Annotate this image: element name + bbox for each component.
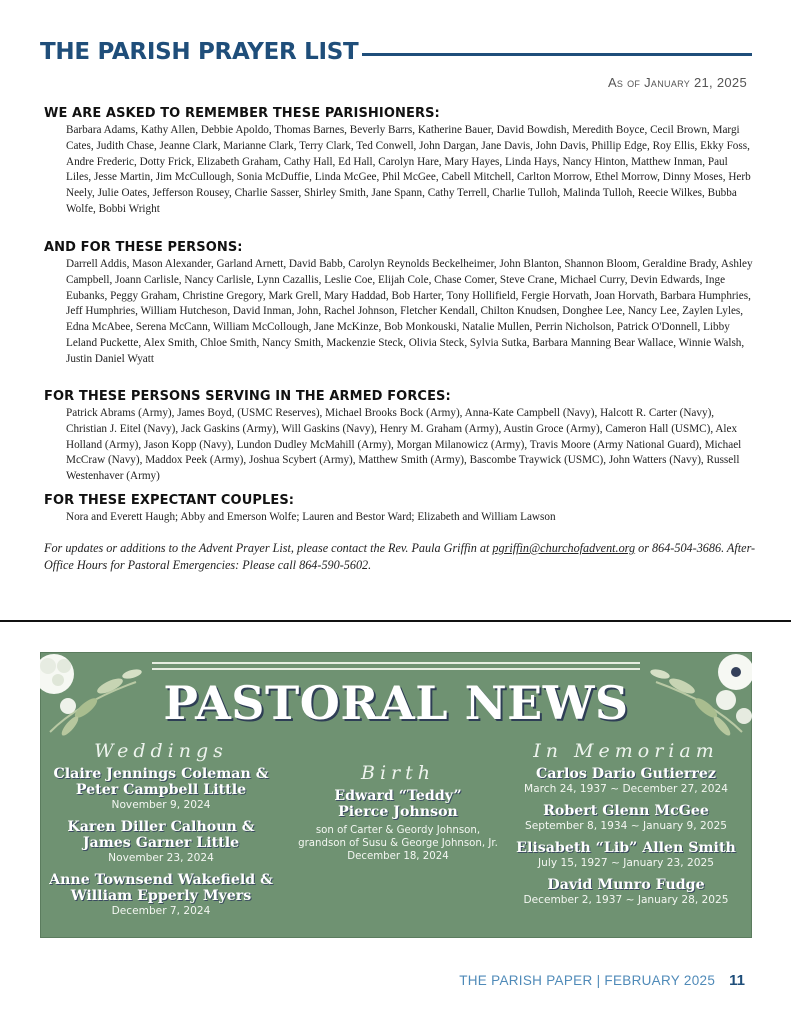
memoriam-dates: September 8, 1934 ~ January 9, 2025: [525, 820, 727, 832]
weddings-column: [40, 740, 282, 925]
pastoral-news-panel: [40, 652, 752, 938]
memoriam-entry: [508, 803, 744, 832]
contact-text: For updates or additions to the Advent Prayer List, please contact the Rev. Paula Griffin at: [44, 541, 493, 555]
wedding-couple-line1: Karen Diller Calhoun &: [67, 819, 255, 835]
wedding-couple-line2: James Garner Little: [82, 835, 240, 851]
section-names: Darrell Addis, Mason Alexander, Garland Arnett, David Babb, Carolyn Reynolds Beckelheimer, John Blanton, Shannon Bloom, Geraldine Brady, Ashley Campbell, Joann Carlisle, Nancy Carlisle, Lynn Cazallis, Leslie Coe, Elijah Cole, Chase Comer, Steve Crane, Michael Curry, Devin Edwards, Inge Eubanks, Peggy Graham, Christine Gregory, Mark Grell, Mary Haddad, Bob Harter, Tony Hollifield, Fergie Horvath, Joan Horvath, Barbara Humphries, Jeff Humphries, William Hutcheson, David Inman, John, Rachel Johnson, Fletcher Kendall, Chilton Knudsen, Donghee Lee, Nancy Lee, Zaylen Lyles, Edna McAbee, Serena McCann, William McCollough, Jane McKinze, Bob Monkouski, Natalie Mullen, Perrin Nicholson, Patrick O'Donnell, Libby Leland Puckette, Alex Smith, Chloe Smith, Nancy Smith, Mackenzie Steck, Olivia Steck, Sylvia Sutka, Barbara Manning Bear Wallace, Winnie Walsh, Justin Daniel Wyatt: [66, 258, 753, 365]
section-heading: FOR THESE EXPECTANT COUPLES:: [44, 493, 295, 508]
memoriam-dates: December 2, 1937 ~ January 28, 2025: [523, 894, 729, 906]
page-footer: [459, 972, 745, 989]
memoriam-name: David Munro Fudge: [547, 877, 705, 893]
memoriam-column: [508, 740, 744, 914]
contact-text-after: or 864-504-3686. After-Office Hours for Pastoral Emergencies: Please call 864-590-5602.: [44, 541, 756, 572]
birth-heading: Birth: [361, 762, 435, 784]
section-divider: [0, 620, 791, 622]
wedding-entry: [40, 872, 282, 917]
section-heading: WE ARE ASKED TO REMEMBER THESE PARISHIONERS:: [44, 106, 440, 121]
birth-grandparents: grandson of Susu & George Johnson, Jr.: [298, 838, 498, 849]
page-header: [40, 36, 752, 68]
wedding-date: November 23, 2024: [108, 852, 214, 864]
birth-parents: son of Carter & Geordy Johnson,: [315, 825, 481, 836]
news-top-rule: [152, 662, 640, 664]
news-top-rule-inner: [152, 668, 640, 670]
wedding-couple-line2: Peter Campbell Little: [75, 782, 247, 798]
list-date: As of January 21, 2025: [607, 75, 747, 90]
page-number: 11: [729, 972, 745, 989]
memoriam-dates: March 24, 1937 ~ December 27, 2024: [524, 783, 728, 795]
wedding-couple-line1: Anne Townsend Wakefield &: [49, 872, 273, 888]
pastoral-news-title: PASTORAL NEWS: [163, 676, 629, 730]
birth-name-line2: Pierce Johnson: [338, 804, 458, 820]
section-expectant-couples: [44, 493, 754, 526]
contact-note: [44, 540, 756, 574]
page-title: THE PARISH PRAYER LIST: [40, 39, 359, 65]
wedding-entry: [40, 766, 282, 811]
header-rule: [362, 53, 752, 56]
section-names: Barbara Adams, Kathy Allen, Debbie Apoldo, Thomas Barnes, Beverly Barrs, Katherine Bauer, David Bowdish, Meredith Boyce, Cecil Brown, Margi Cates, Judith Chase, Jeanne Clark, Marianne Clark, Terry Clark, Ted Conwell, John Dargan, Jane Davis, John Davis, Phillip Edge, Roy Ellis, Ekky Foss, Andre Frederic, Dotty Frick, Elizabeth Graham, Cathy Hall, Ed Hall, Carolyn Hare, Mary Hayes, Linda Hays, Nancy Hinton, Matthew Inman, Paul Liles, Jesse Martin, Jim McCullough, Sonia McDuffie, Linda McGee, Phil McGee, Cabell Mitchell, Carlton Morrow, Ethel Morrow, Dinny Moses, Herb Neely, Julie Oates, Jefferson Rousey, Charlie Sasser, Shirley Smith, Jane Spann, Cathy Terrell, Charlie Tulloh, Malinda Tulloh, Reecie Wilkes, Bubba Wolfe, Bobbi Wright: [66, 124, 751, 215]
weddings-heading: Weddings: [94, 740, 228, 762]
memoriam-dates: July 15, 1927 ~ January 23, 2025: [538, 857, 714, 869]
memoriam-name: Robert Glenn McGee: [543, 803, 709, 819]
section-other-persons: [44, 240, 754, 368]
wedding-couple-line2: William Epperly Myers: [70, 888, 252, 904]
memoriam-entry: [508, 766, 744, 795]
wedding-couple-line1: Claire Jennings Coleman &: [53, 766, 269, 782]
contact-email-link[interactable]: pgriffin@churchofadvent.org: [492, 541, 636, 555]
memoriam-entry: [508, 840, 744, 869]
section-parishioners: [44, 106, 754, 218]
section-heading: FOR THESE PERSONS SERVING IN THE ARMED FORCES:: [44, 389, 451, 404]
section-names: Patrick Abrams (Army), James Boyd, (USMC Reserves), Michael Brooks Bock (Army), Anna-Kate Campbell (Navy), Halcott R. Carter (Navy), Christian J. Eitel (Navy), Jack Gaskins (Army), Will Gaskins (Navy), Henry M. Graham (Army), Austin Groce (Army), Cameron Hall (USMC), Alex Holland (Army), Jason Kopp (Navy), Lundon Dudley McMahill (Army), Morgan Milanowicz (Army), Travis Moore (Army National Guard), Michael McCraw (Navy), Maddox Peek (Army), Joshua Scybert (Army), Matthew Smith (Army), Bascombe Traywick (USMC), John Watters (Navy), Russell Westenhaver (Army): [66, 407, 742, 483]
memoriam-name: Carlos Dario Gutierrez: [536, 766, 716, 782]
wedding-date: December 7, 2024: [111, 905, 211, 917]
footer-publication: THE PARISH PAPER | FEBRUARY 2025: [459, 973, 716, 988]
section-armed-forces: [44, 389, 754, 485]
birth-name-line1: Edward “Teddy”: [334, 788, 462, 804]
birth-date: December 18, 2024: [347, 851, 449, 862]
memoriam-name: Elisabeth “Lib” Allen Smith: [516, 840, 736, 856]
memoriam-heading: In Memoriam: [533, 740, 719, 762]
wedding-date: November 9, 2024: [111, 799, 211, 811]
birth-column: [280, 762, 516, 863]
memoriam-entry: [508, 877, 744, 906]
section-names: Nora and Everett Haugh; Abby and Emerson Wolfe; Lauren and Bestor Ward; Elizabeth and William Lawson: [66, 511, 556, 523]
section-heading: AND FOR THESE PERSONS:: [44, 240, 243, 255]
wedding-entry: [40, 819, 282, 864]
